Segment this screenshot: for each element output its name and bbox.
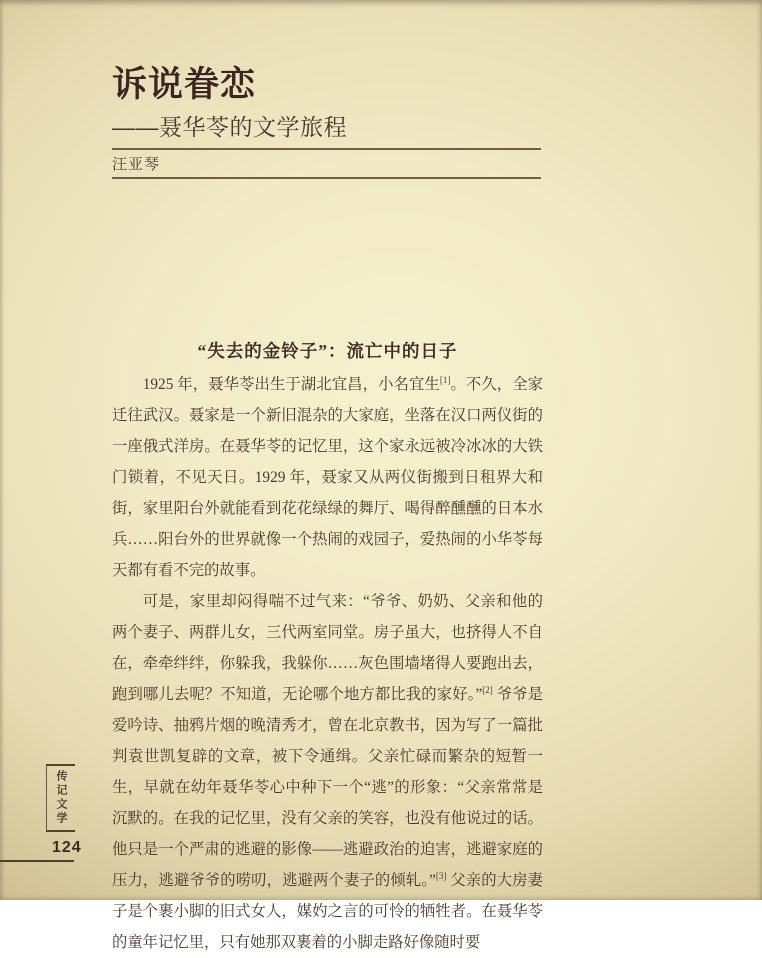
body-text: [112, 369, 543, 958]
footnote-marker: [2]: [482, 684, 493, 695]
article-subtitle: ——聂华苓的文学旅程: [112, 114, 347, 141]
page-number: 124: [52, 839, 82, 856]
paragraph: 1925 年，聂华苓出生于湖北宜昌，小名宜生[1]。不久，全家迁往武汉。聂家是一个新旧混杂的大家庭，坐落在汉口两仪街的一座俄式洋房。在聂华苓的记忆里，这个家永远被冷冰冰的大铁门锁着，不见天日。1929 年，聂家又从两仪街搬到日租界大和街，家里阳台外就能看到花花绿绿的舞厅、喝得醉醺醺的日本水兵……阳台外的世界就像一个热闹的戏园子，爱热闹的小华苓每天都有看不完的故事。: [112, 374, 543, 579]
author-name: 汪亚琴: [112, 156, 161, 173]
journal-label: 传记文学: [55, 770, 67, 826]
author-divider-top: [112, 148, 541, 150]
journal-label-block: [46, 764, 75, 832]
author-divider-bottom: [112, 177, 541, 179]
page-number-rule: [0, 860, 74, 862]
paragraph: 可是，家里却闷得喘不过气来：“爷爷、奶奶、父亲和他的两个妻子、两群儿女，三代两室同堂。房子虽大，也挤得人不自在，牵牵绊绊，你躲我，我躲你……灰色围墙堵得人要跑出去，跑到哪儿去呢？不知道，无论哪个地方都比我的家好。”[2] 爷爷是爱吟诗、抽鸦片烟的晚清秀才，曾在北京教书，因为写了一篇批判袁世凯复辟的文章，被下令通缉。父亲忙碌而繁杂的短暂一生，早就在幼年聂华苓心中种下一个“逃”的形象：“父亲常常是沉默的。在我的记忆里，没有父亲的笑容，也没有他说过的话。他只是一个严肃的逃避的影像——逃避政治的迫害，逃避家庭的压力，逃避爷爷的唠叨，逃避两个妻子的倾轧。”[3] 父亲的大房妻子是个裹小脚的旧式女人，媒妁之言的可怜的牺牲者。在聂华苓的童年记忆里，只有她那双裹着的小脚走路好像随时要: [112, 593, 543, 951]
article-title: 诉说眷恋: [112, 65, 257, 105]
footnote-marker: [3]: [435, 870, 447, 881]
section-heading: “失去的金铃子”：流亡中的日子: [197, 340, 458, 361]
footnote-marker: [1]: [439, 374, 451, 385]
